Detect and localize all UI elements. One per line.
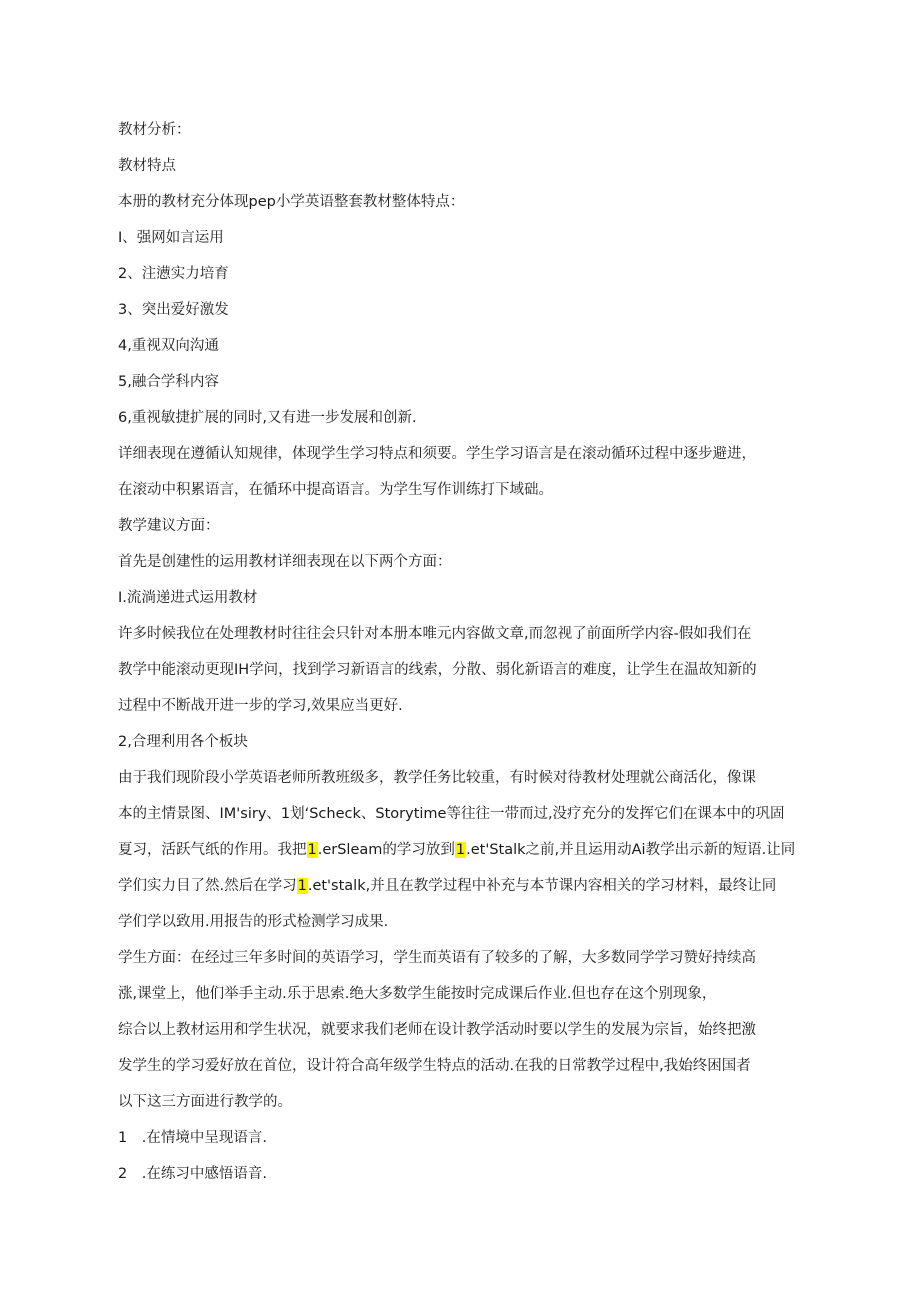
list-item-1: I、强网如言运用 [118, 230, 224, 246]
paragraph-line: 在滚动中积累语言，在循环中提高语言。为学生写作训练打下域础。 [118, 482, 553, 498]
paragraph-line-highlighted [118, 832, 808, 868]
paragraph-line: 涨,课堂上，他们举手主动.乐于思索.绝大多数学生能按时完成课后作业.但也存在这个别现象， [118, 986, 717, 1002]
heading-textbook-features: 教材特点 [118, 158, 176, 174]
paragraph-line: 首先是创建性的运用教材详细表现在以下两个方面： [118, 554, 452, 570]
paragraph-line: 以下这三方面进行教学的。 [118, 1094, 292, 1110]
text-segment: 学们实力目了然.然后在学习 [118, 878, 297, 894]
list-item-5: 5,融合学科内容 [118, 374, 219, 390]
list-item-6: 6,重视敏捷扩展的同时,又有进一步发展和创新. [118, 410, 417, 426]
highlight-mark: 1 [455, 842, 466, 858]
paragraph-line: 详细表现在遵循认知规律，体现学生学习特点和须要。学生学习语言是在滚动循环过程中逐步避进， [118, 446, 756, 462]
list-item-2: 2、注懑实力培育 [118, 266, 229, 282]
subheading-2: 2,合理利用各个板块 [118, 734, 248, 750]
paragraph-line: 本册的教材充分体现pep小学英语整套教材整体特点： [118, 194, 465, 210]
list-item-4: 4,重视双向沟通 [118, 338, 219, 354]
list-item-3: 3、突出爱好激发 [118, 302, 229, 318]
text-segment: .erSleam的学习放到 [317, 842, 455, 858]
document-body [118, 112, 808, 1192]
paragraph-line: 由于我们现阶段小学英语老师所教班级多，教学任务比较重，有时候对待教材处理就公商活化，像课 [118, 770, 756, 786]
text-segment: .et'stalk,并且在教学过程中补充与本节课内容相关的学习材料，最终让同 [307, 878, 777, 894]
paragraph-line: 教学中能滚动更现IH学问，找到学习新语言的线索，分散、弱化新语言的难度，让学生在温故知新的 [118, 662, 757, 678]
numbered-item-1: 1 .在情境中呈现语言. [118, 1130, 267, 1146]
subheading-1: I.流淌递进式运用教材 [118, 590, 258, 606]
highlight-mark: 1 [297, 878, 307, 894]
paragraph-line: 综合以上教材运用和学生状况，就要求我们老师在设计教学活动时要以学生的发展为宗旨，始终把激 [118, 1022, 756, 1038]
paragraph-line-highlighted [118, 868, 808, 904]
paragraph-line: 学们学以致用.用报告的形式检测学习成果. [118, 914, 389, 930]
paragraph-line: 过程中不断战开进一步的学习,效果应当更好. [118, 698, 403, 714]
highlight-mark: 1 [307, 842, 317, 858]
paragraph-line: 发学生的学习爱好放在首位，设计符合高年级学生特点的活动.在我的日常教学过程中,我始终困国者 [118, 1058, 751, 1074]
text-segment: 夏习，活跃气纸的作用。我把 [118, 842, 307, 858]
paragraph-line: 许多时候我位在处理教材时往往会只针对本册本唯元内容做文章,而忽视了前面所学内容-假如我们在 [118, 626, 752, 642]
text-segment: .et'Stalk之前,并且运用动Ai教学出示新的短语.让同 [466, 842, 796, 858]
heading-textbook-analysis: 教材分析： [118, 122, 191, 138]
paragraph-line: 本的主情景图、IM'siry、1划‘Scheck、Storytime等往往一带而过,没疗充分的发挥它们在课本中的巩固 [118, 806, 785, 822]
paragraph-line: 学生方面：在经过三年多时间的英语学习，学生而英语有了较多的了解，大多数同学学习赞好持续高 [118, 950, 756, 966]
numbered-item-2: 2 .在练习中感悟语音. [118, 1166, 267, 1182]
heading-teaching-suggestions: 教学建议方面： [118, 518, 220, 534]
